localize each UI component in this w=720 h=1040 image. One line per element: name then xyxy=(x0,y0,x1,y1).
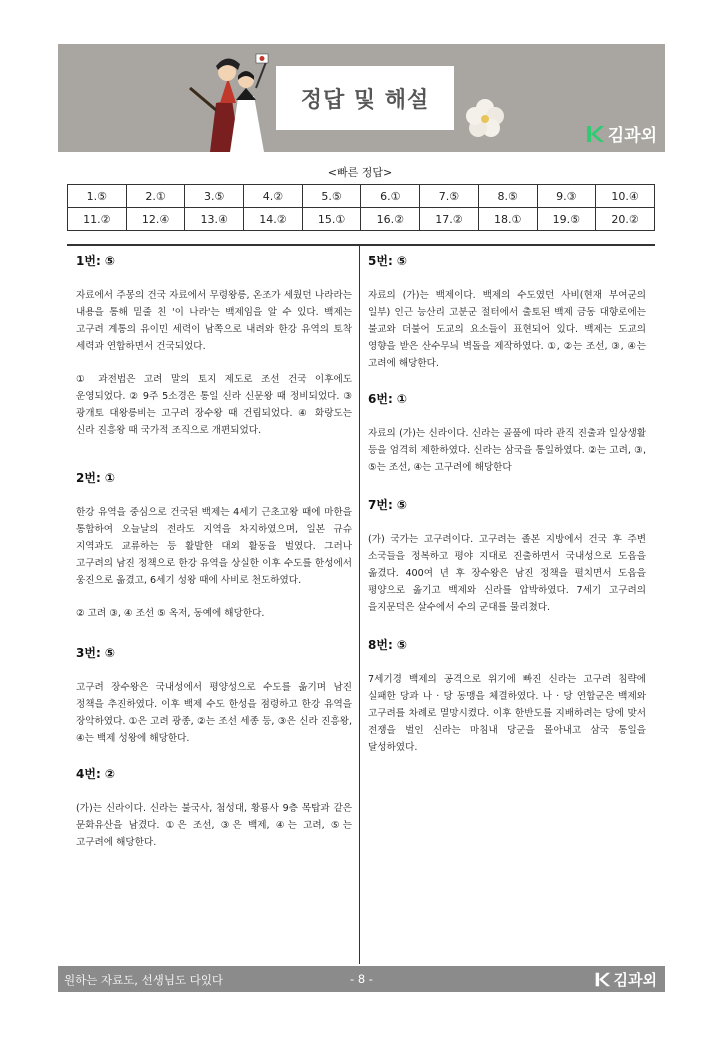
brand-logo xyxy=(585,121,657,146)
question-heading: 3번: ⑤ xyxy=(76,646,116,660)
answer-cell: 2.① xyxy=(126,185,185,208)
explanation-section xyxy=(368,496,646,616)
quick-answers-title: <빠른 정답> xyxy=(327,166,393,179)
k-logo-icon xyxy=(594,971,611,988)
answer-cell: 7.⑤ xyxy=(420,185,479,208)
explanation-paragraph: 7세기경 백제의 공격으로 위기에 빠진 신라는 고구려 침략에 실패한 당과 나 · 당 동맹을 체결하였다. 나 · 당 연합군은 백제와 고구려를 차례로 멸망시켰다. 이후 한반도를 지배하려는 당에 맞서 전쟁을 벌인 신라는 마침내 당군을 몰아내고 삼국 통일을 달성하였다. xyxy=(368,674,646,753)
explanation-paragraph: ① 과전법은 고려 말의 토지 제도로 조선 건국 이후에도 운영되었다. ② 9주 5소경은 통일 신라 신문왕 때 정비되었다. ③ 광개토 대왕릉비는 고구려 장수왕 때 건립되었다. ④ 화랑도는 신라 진흥왕 때 국가적 조직으로 개편되었다. xyxy=(76,374,352,436)
question-heading: 7번: ⑤ xyxy=(368,498,408,512)
explanation-section xyxy=(368,636,646,756)
explanation-paragraph: 고구려 장수왕은 국내성에서 평양성으로 수도를 옮기며 남진 정책을 추진하였다. 이후 백제 수도 한성을 점령하고 한강 유역을 장악하였다. ①은 고려 광종, ②는 조선 세종 등, ③은 신라 진흥왕, ④는 백제 성왕에 해당한다. xyxy=(76,682,352,744)
answer-cell: 3.⑤ xyxy=(185,185,244,208)
answer-cell: 1.⑤ xyxy=(68,185,127,208)
flower-icon xyxy=(463,96,507,140)
explanation-section xyxy=(76,765,352,851)
k-logo-icon xyxy=(585,124,605,144)
answer-cell: 17.② xyxy=(420,208,479,231)
answer-cell: 11.② xyxy=(68,208,127,231)
historical-figures-illustration xyxy=(180,48,270,152)
question-heading: 6번: ① xyxy=(368,392,408,406)
answer-cell: 19.⑤ xyxy=(537,208,596,231)
question-heading: 1번: ⑤ xyxy=(76,254,116,268)
explanation-paragraph: 한강 유역을 중심으로 건국된 백제는 4세기 근초고왕 때에 마한을 통합하여 오늘날의 전라도 지역을 차지하였으며, 일본 규슈 지역과도 교류하는 등 활발한 대외 활동을 벌였다. 그러나 고구려의 남진 정책으로 한강 유역을 상실한 이후 수도를 한성에서 웅진으로 옮겼고, 6세기 성왕 때에 사비로 천도하였다. xyxy=(76,507,352,586)
explanation-section xyxy=(76,252,352,439)
page-number: - 8 - xyxy=(350,972,373,986)
answer-cell: 15.① xyxy=(302,208,361,231)
explanation-section xyxy=(368,390,646,476)
explanation-paragraph: (가) 국가는 고구려이다. 고구려는 졸본 지방에서 건국 후 주변 소국들을 정복하고 평야 지대로 진출하면서 국내성으로 도읍을 옮겼다. 400여 년 후 장수왕은 남진 정책을 펼치면서 도읍을 평양으로 옮기고 백제와 신라를 압박하였다. 7세기 고구려의 을지문덕은 살수에서 수의 군대를 물리쳤다. xyxy=(368,534,646,613)
answer-cell: 20.② xyxy=(596,208,655,231)
page-title: 정답 및 해설 xyxy=(276,66,454,130)
footer-brand-logo xyxy=(594,969,657,990)
right-column xyxy=(368,252,646,756)
question-heading: 4번: ② xyxy=(76,767,116,781)
brand-name: 김과외 xyxy=(607,126,657,146)
question-heading: 8번: ⑤ xyxy=(368,638,408,652)
answer-cell: 5.⑤ xyxy=(302,185,361,208)
left-column xyxy=(76,252,352,851)
header-banner xyxy=(58,44,665,152)
quick-answers-table xyxy=(67,184,655,231)
explanation-paragraph: 자료의 (가)는 신라이다. 신라는 골품에 따라 관직 진출과 일상생활 등을 엄격히 제한하였다. 신라는 삼국을 통일하였다. ②는 고려, ③, ⑤는 조선, ④는 고구려에 해당한다 xyxy=(368,428,646,473)
column-divider xyxy=(359,246,360,964)
answer-cell: 6.① xyxy=(361,185,420,208)
answer-cell: 10.④ xyxy=(596,185,655,208)
footer-brand-name: 김과외 xyxy=(613,971,657,989)
explanation-paragraph: ② 고려 ③, ④ 조선 ⑤ 옥저, 동예에 해당한다. xyxy=(76,608,265,619)
explanation-paragraph: 자료에서 주몽의 건국 자료에서 무령왕릉, 온조가 세웠던 나라라는 내용을 통해 밑줄 친 '이 나라'는 백제임을 알 수 있다. 백제는 고구려 계통의 유이민 세력이 남쪽으로 내려와 한강 유역의 토착 세력과 연합하면서 건국되었다. xyxy=(76,290,352,352)
explanation-section xyxy=(76,469,352,622)
answer-cell: 14.② xyxy=(244,208,303,231)
explanation-paragraph: 자료의 (가)는 백제이다. 백제의 수도였던 사비(현재 부여군의 일부) 인근 능산리 고분군 절터에서 출토된 백제 금동 대향로에는 불교와 더불어 도교의 요소들이 표현되어 있다. 백제는 도교의 영향을 받은 산수무늬 벽돌을 제작하였다. ①, ②는 조선, ③, ④는 고려에 해당한다. xyxy=(368,290,646,369)
footer-slogan: 원하는 자료도, 선생님도 다있다 xyxy=(64,973,224,987)
answer-row xyxy=(68,208,655,231)
answer-row xyxy=(68,185,655,208)
answer-cell: 18.① xyxy=(478,208,537,231)
explanation-paragraph: (가)는 신라이다. 신라는 불국사, 첨성대, 황룡사 9층 목탑과 같은 문화유산을 남겼다. ①은 조선, ③은 백제, ④는 고려, ⑤는 고구려에 해당한다. xyxy=(76,803,352,848)
answer-cell: 9.③ xyxy=(537,185,596,208)
explanation-section xyxy=(76,644,352,747)
answer-cell: 13.④ xyxy=(185,208,244,231)
question-heading: 5번: ⑤ xyxy=(368,254,408,268)
question-heading: 2번: ① xyxy=(76,471,116,485)
footer-bar xyxy=(58,966,665,992)
answer-cell: 8.⑤ xyxy=(478,185,537,208)
section-divider xyxy=(67,244,655,246)
answer-cell: 12.④ xyxy=(126,208,185,231)
answer-cell: 16.② xyxy=(361,208,420,231)
explanation-section xyxy=(368,252,646,372)
answer-cell: 4.② xyxy=(244,185,303,208)
